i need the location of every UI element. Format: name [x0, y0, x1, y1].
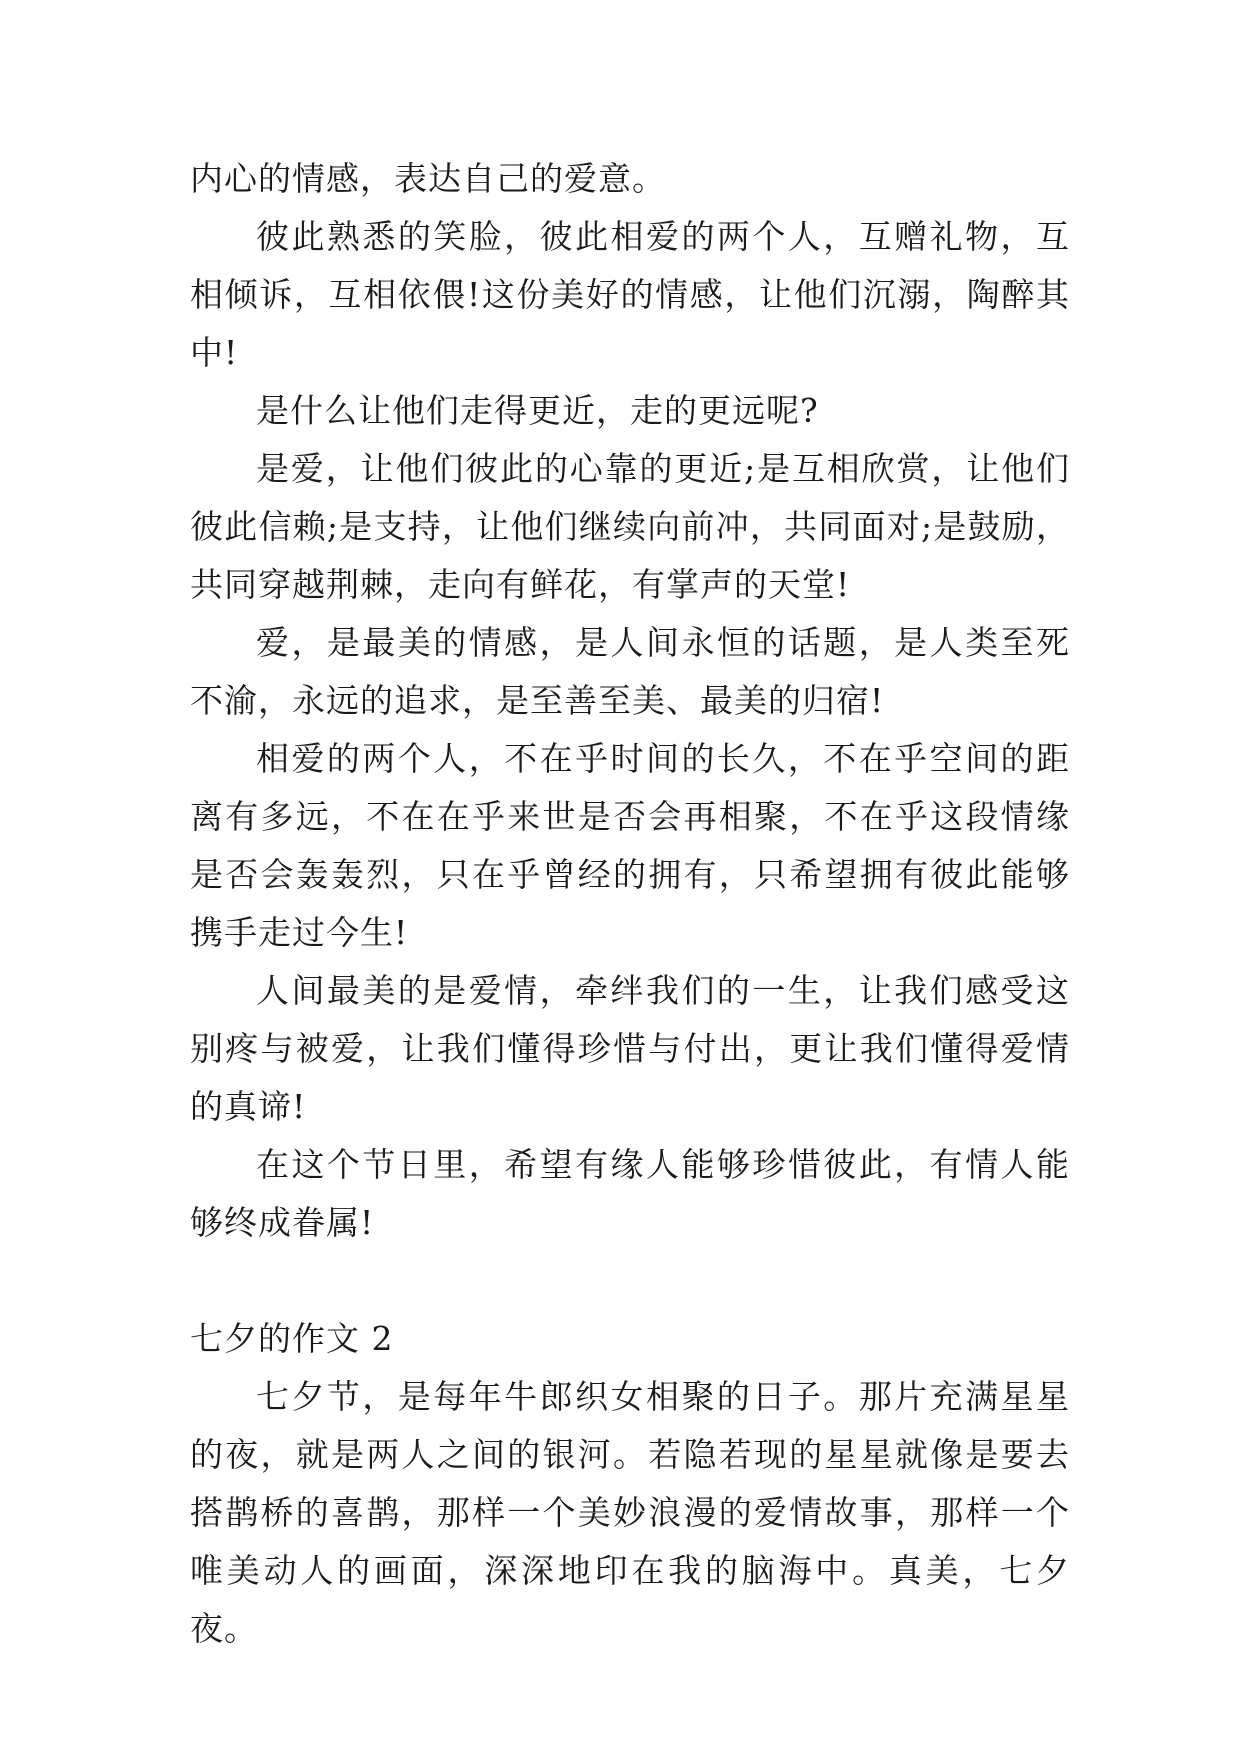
paragraph: 是爱，让他们彼此的心靠的更近;是互相欣赏，让他们彼此信赖;是支持，让他们继续向前冲，共同面对;是鼓励，共同穿越荆棘，走向有鲜花，有掌声的天堂!	[190, 449, 1070, 604]
paragraph: 彼此熟悉的笑脸，彼此相爱的两个人，互赠礼物，互相倾诉，互相依偎!这份美好的情感，让他们沉溺，陶醉其中!	[190, 217, 1070, 372]
paragraph: 在这个节日里，希望有缘人能够珍惜彼此，有情人能够终成眷属!	[190, 1145, 1070, 1242]
section-title: 七夕的作文 2	[190, 1319, 394, 1358]
paragraph: 是什么让他们走得更近，走的更远呢?	[256, 391, 819, 430]
intro-line: 内心的情感，表达自己的爱意。	[190, 159, 666, 198]
paragraph: 人间最美的是爱情，牵绊我们的一生，让我们感受这别疼与被爱，让我们懂得珍惜与付出，更让我们懂得爱情的真谛!	[190, 971, 1070, 1126]
paragraph: 爱，是最美的情感，是人间永恒的话题，是人类至死不渝，永远的追求，是至善至美、最美的归宿!	[190, 623, 1070, 720]
paragraph: 相爱的两个人，不在乎时间的长久，不在乎空间的距离有多远，不在在乎来世是否会再相聚，不在乎这段情缘是否会轰轰烈，只在乎曾经的拥有，只希望拥有彼此能够携手走过今生!	[190, 739, 1070, 952]
paragraph: 七夕节，是每年牛郎织女相聚的日子。那片充满星星的夜，就是两人之间的银河。若隐若现的星星就像是要去搭鹊桥的喜鹊，那样一个美妙浪漫的爱情故事，那样一个唯美动人的画面，深深地印在我的脑海中。真美，七夕夜。	[190, 1377, 1070, 1648]
document-page	[190, 150, 1070, 1658]
